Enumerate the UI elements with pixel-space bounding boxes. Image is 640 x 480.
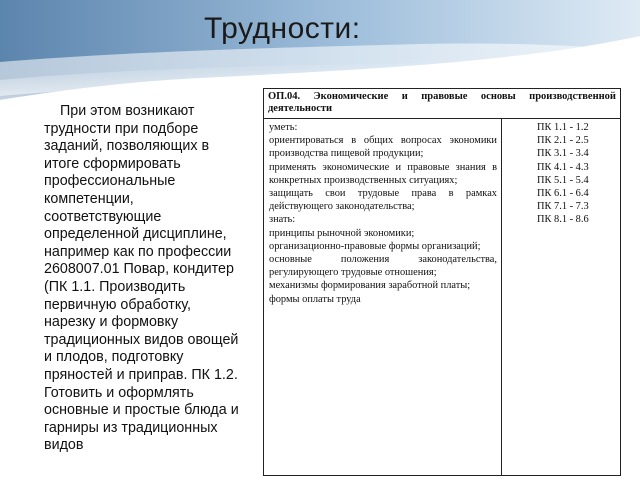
competency-code: ПК 6.1 - 6.4 [537, 188, 589, 200]
knowledge-heading: знать: [269, 214, 296, 226]
skills-column [264, 119, 502, 475]
competency-code: ПК 4.1 - 4.3 [537, 161, 589, 173]
competencies-column [502, 119, 620, 475]
competency-code: ПК 1.1 - 1.2 [537, 122, 589, 133]
skill-item: защищать свои трудовые права в рамках действующего законодательства; [269, 188, 497, 213]
knowledge-item: формы оплаты труда [269, 293, 361, 305]
skill-item: применять экономические и правовые знания в конкретных производственных ситуациях; [269, 161, 497, 186]
skills-heading: уметь: [269, 122, 298, 133]
knowledge-item: принципы рыночной экономики; [269, 227, 415, 239]
competency-code: ПК 8.1 - 8.6 [537, 214, 589, 226]
slide-title: Трудности: [204, 12, 361, 45]
table-header: ОП.04. Экономические и правовые основы производственной деятельности [264, 89, 620, 119]
competency-table [263, 88, 621, 476]
knowledge-item: основные положения законодательства, регулирующего трудовые отношения; [269, 254, 497, 279]
knowledge-item: механизмы формирования заработной платы; [269, 280, 471, 292]
competency-code: ПК 2.1 - 2.5 [537, 135, 589, 147]
knowledge-item: организационно-правовые формы организаций; [269, 240, 481, 252]
competency-code: ПК 5.1 - 5.4 [537, 174, 589, 186]
skill-item: ориентироваться в общих вопросах экономики производства пищевой продукции; [269, 135, 497, 160]
body-paragraph: При этом возникают трудности при подборе заданий, позволяющих в итоге сформировать профессиональные компетенции, соответствующие определенной дисциплине, например как по профессии 2608007.01 Повар, кондитер (ПК 1.1. Производить первичную обработку, нарезку и формовку традиционных видов овощей и плодов, подготовку пряностей и приправ. ПК 1.2. Готовить и оформлять основные и простые блюда и гарниры из традиционных видов [44, 103, 239, 454]
competency-code: ПК 3.1 - 3.4 [537, 148, 589, 160]
competency-code: ПК 7.1 - 7.3 [537, 201, 589, 213]
